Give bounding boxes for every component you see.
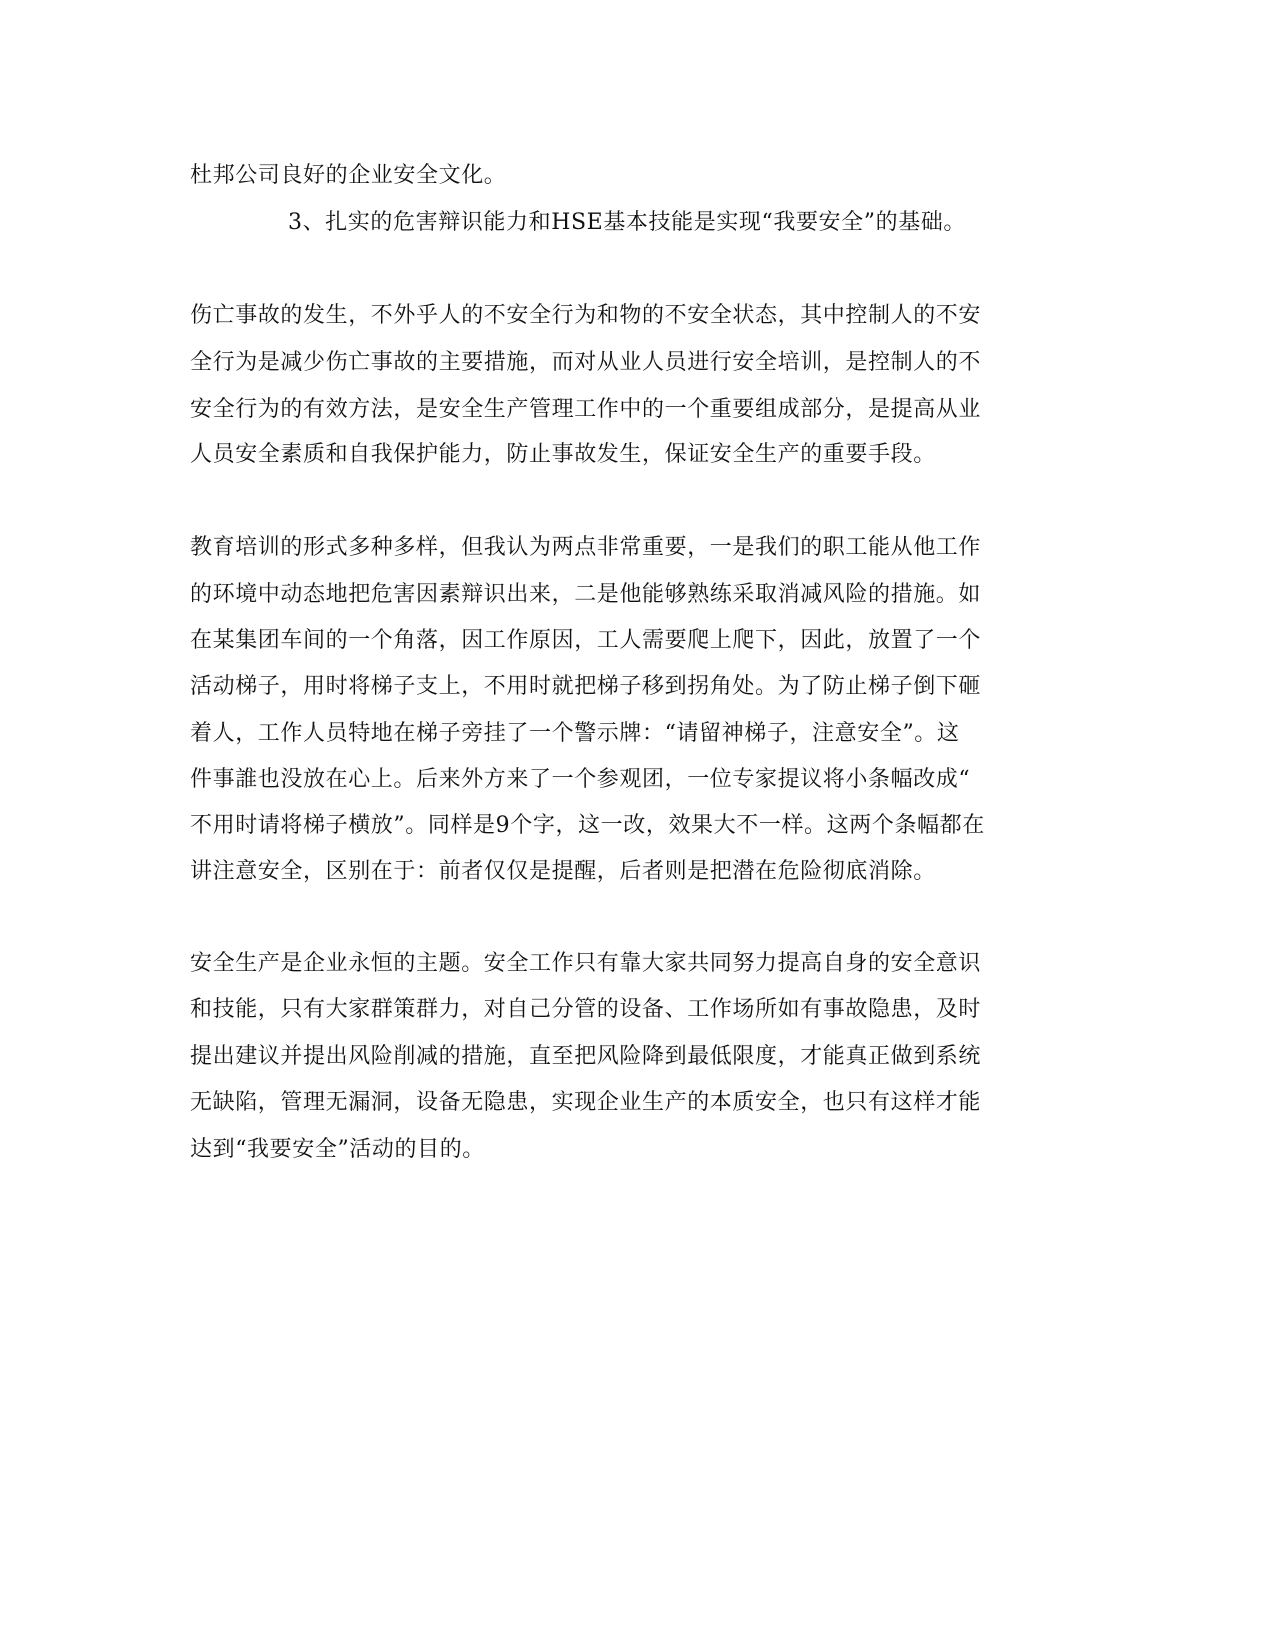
text-line: 安全生产是企业永恒的主题。安全工作只有靠大家共同努力提高自身的安全意识 xyxy=(190,951,982,976)
text-line: 安全行为的有效方法，是安全生产管理工作中的一个重要组成部分，是提高从业 xyxy=(190,397,982,422)
text-line: 提出建议并提出风险削减的措施，直至把风险降到最低限度，才能真正做到系统 xyxy=(190,1044,982,1069)
text-line: 达到“我要安全”活动的目的。 xyxy=(190,1137,485,1162)
text-line: 不用时请将梯子横放”。同样是9个字，这一改，效果大不一样。这两个条幅都在 xyxy=(190,813,985,838)
text-line: 人员安全素质和自我保护能力，防止事故发生，保证安全生产的重要手段。 xyxy=(190,442,936,467)
text-line: 件事誰也没放在心上。后来外方来了一个参观团，一位专家提议将小条幅改成“ xyxy=(190,767,971,792)
text-line: 在某集团车间的一个角落，因工作原因，工人需要爬上爬下，因此，放置了一个 xyxy=(190,628,982,653)
text-line: 活动梯子，用时将梯子支上，不用时就把梯子移到拐角处。为了防止梯子倒下砸 xyxy=(190,674,982,699)
text-line: 教育培训的形式多种多样，但我认为两点非常重要，一是我们的职工能从他工作 xyxy=(190,535,982,560)
text-line: 杜邦公司良好的企业安全文化。 xyxy=(190,163,507,188)
text-line: 和技能，只有大家群策群力，对自己分管的设备、工作场所如有事故隐患，及时 xyxy=(190,997,982,1022)
text-line: 无缺陷，管理无漏洞，设备无隐患，实现企业生产的本质安全，也只有这样才能 xyxy=(190,1090,982,1115)
section-heading: 3、扎实的危害辩识能力和HSE基本技能是实现“我要安全”的基础。 xyxy=(288,210,967,235)
text-line: 伤亡事故的发生，不外乎人的不安全行为和物的不安全状态，其中控制人的不安 xyxy=(190,303,982,328)
text-line: 的环境中动态地把危害因素辩识出来，二是他能够熟练采取消减风险的措施。如 xyxy=(190,582,982,607)
text-line: 讲注意安全，区别在于：前者仅仅是提醒，后者则是把潜在危险彻底消除。 xyxy=(190,859,936,884)
text-line: 全行为是减少伤亡事故的主要措施，而对从业人员进行安全培训，是控制人的不 xyxy=(190,350,982,375)
text-line: 着人，工作人员特地在梯子旁挂了一个警示牌：“请留神梯子，注意安全”。这 xyxy=(190,721,960,746)
